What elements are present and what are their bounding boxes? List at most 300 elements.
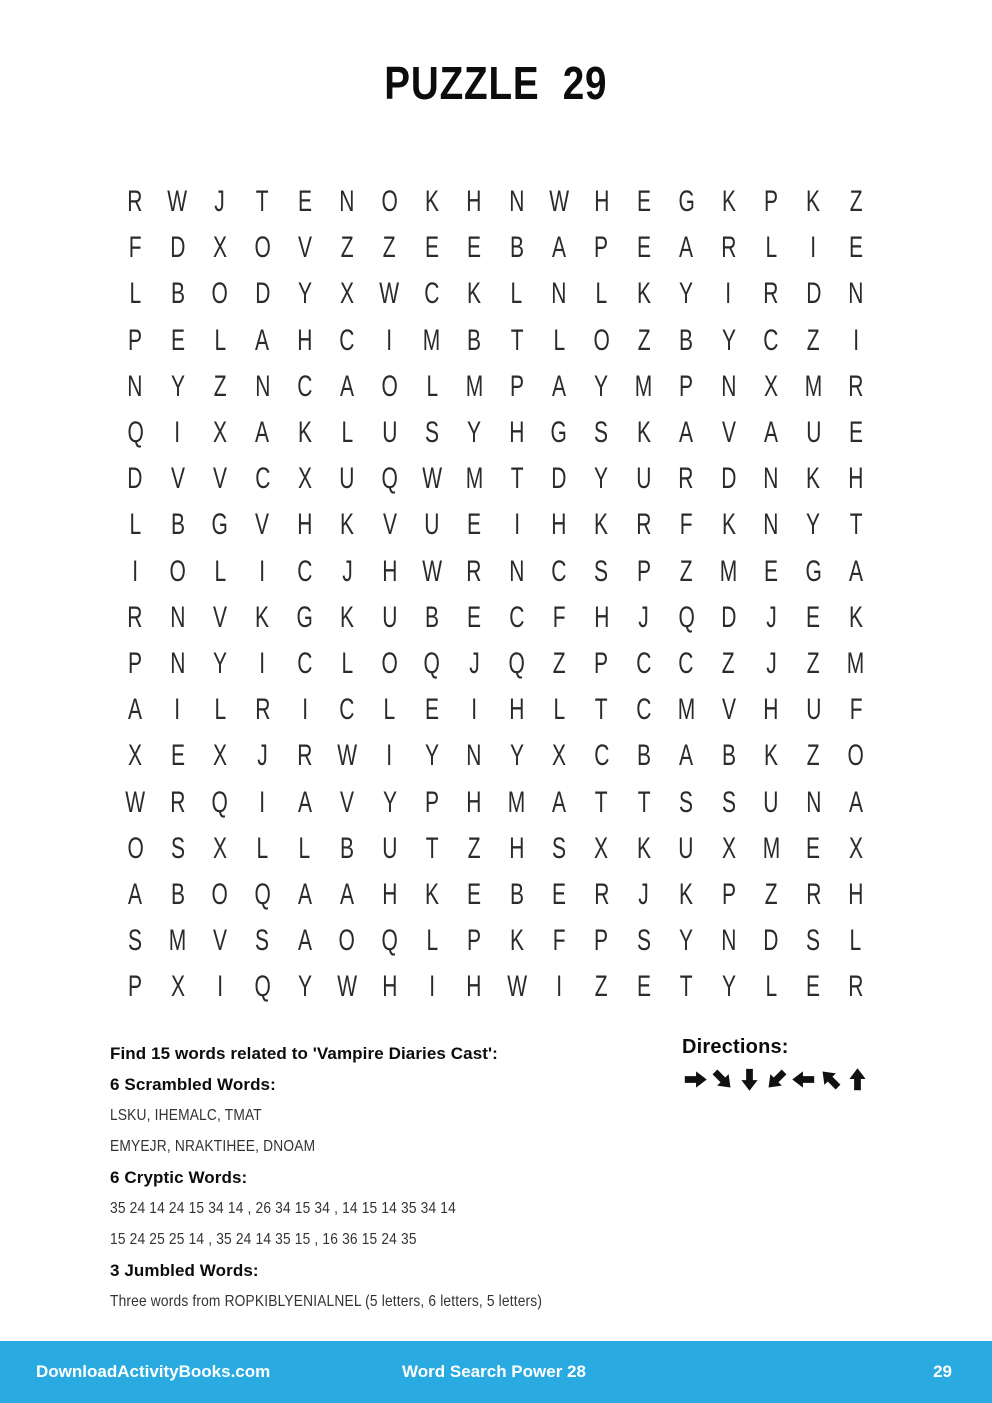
grid-cell: M bbox=[804, 369, 823, 403]
grid-cell: Z bbox=[383, 231, 396, 265]
grid-cell: R bbox=[127, 185, 143, 219]
grid-cell: H bbox=[593, 600, 610, 634]
grid-cell: I bbox=[259, 646, 266, 680]
grid-cell: M bbox=[762, 831, 780, 865]
grid-cell: C bbox=[424, 277, 440, 311]
grid-cell: J bbox=[214, 185, 226, 219]
grid-cell: U bbox=[381, 416, 398, 450]
grid-cell: I bbox=[259, 785, 266, 819]
grid-cell: J bbox=[469, 646, 480, 680]
grid-cell: E bbox=[848, 416, 863, 450]
grid-cell: N bbox=[169, 646, 186, 680]
grid-cell: Z bbox=[806, 739, 820, 773]
grid-cell: R bbox=[127, 600, 143, 634]
grid-cell: Q bbox=[127, 416, 144, 450]
grid-cell: R bbox=[169, 785, 186, 819]
grid-cell: I bbox=[217, 970, 223, 1004]
grid-cell: W bbox=[125, 785, 146, 819]
scrambled-words-line-1: LSKU, IHEMALC, TMAT bbox=[110, 1107, 262, 1124]
grid-cell: H bbox=[297, 323, 313, 357]
grid-cell: Y bbox=[382, 785, 397, 819]
grid-cell: N bbox=[509, 554, 525, 588]
grid-cell: A bbox=[679, 231, 694, 265]
grid-cell: N bbox=[127, 369, 143, 403]
grid-cell: K bbox=[424, 877, 439, 911]
grid-cell: X bbox=[212, 231, 227, 265]
grid-cell: K bbox=[721, 508, 736, 542]
grid-cell: P bbox=[509, 369, 524, 403]
grid-cell: N bbox=[763, 508, 779, 542]
grid-cell: F bbox=[552, 600, 566, 634]
grid-cell: N bbox=[466, 739, 482, 773]
grid-cell: L bbox=[553, 693, 565, 727]
grid-cell: J bbox=[765, 600, 777, 634]
grid-cell: P bbox=[594, 924, 609, 958]
grid-cell: C bbox=[254, 462, 270, 496]
footer-page-number: 29 bbox=[933, 1362, 952, 1381]
grid-cell: C bbox=[297, 646, 313, 680]
grid-cell: P bbox=[467, 924, 482, 958]
grid-cell: D bbox=[254, 277, 270, 311]
grid-cell: O bbox=[381, 646, 398, 680]
grid-cell: X bbox=[721, 831, 736, 865]
grid-cell: B bbox=[509, 231, 524, 265]
grid-cell: M bbox=[507, 785, 526, 819]
grid-cell: N bbox=[509, 185, 525, 219]
grid-cell: L bbox=[765, 970, 777, 1004]
grid-cell: L bbox=[298, 831, 311, 865]
grid-cell: L bbox=[510, 277, 523, 311]
grid-cell: T bbox=[637, 785, 651, 819]
grid-cell: E bbox=[424, 231, 439, 265]
grid-cell: D bbox=[721, 462, 737, 496]
grid-cell: M bbox=[677, 693, 695, 727]
grid-cell: I bbox=[556, 970, 562, 1004]
grid-cell: H bbox=[848, 877, 864, 911]
grid-cell: R bbox=[254, 693, 270, 727]
grid-cell: P bbox=[764, 185, 779, 219]
grid-cell: T bbox=[679, 970, 693, 1004]
grid-cell: Y bbox=[509, 739, 524, 773]
directions-arrows bbox=[682, 1066, 902, 1093]
grid-cell: N bbox=[848, 277, 864, 311]
grid-cell: K bbox=[297, 416, 312, 450]
grid-cell: P bbox=[424, 785, 439, 819]
grid-cell: Z bbox=[806, 323, 820, 357]
grid-cell: Y bbox=[170, 369, 185, 403]
directions-block bbox=[682, 1036, 902, 1093]
grid-cell: E bbox=[552, 877, 567, 911]
grid-cell: L bbox=[341, 646, 353, 680]
grid-cell: N bbox=[721, 369, 737, 403]
cryptic-words-line-2: 15 24 25 25 14 , 35 24 14 35 15 , 16 36 15 24 35 bbox=[110, 1231, 417, 1248]
grid-cell: T bbox=[849, 508, 863, 542]
grid-cell: Q bbox=[678, 600, 695, 634]
grid-cell: L bbox=[214, 693, 226, 727]
grid-cell: Q bbox=[254, 877, 271, 911]
grid-cell: J bbox=[341, 554, 353, 588]
grid-cell: K bbox=[806, 185, 821, 219]
grid-cell: K bbox=[424, 185, 439, 219]
grid-cell: U bbox=[636, 462, 652, 496]
grid-cell: Y bbox=[297, 970, 312, 1004]
grid-cell: R bbox=[848, 970, 864, 1004]
grid-cell: V bbox=[721, 693, 736, 727]
grid-cell: Y bbox=[594, 462, 609, 496]
grid-cell: O bbox=[338, 924, 356, 958]
grid-cell: A bbox=[255, 323, 270, 357]
grid-cell: E bbox=[764, 554, 779, 588]
grid-cell: Q bbox=[211, 785, 229, 819]
grid-cell: T bbox=[595, 785, 608, 819]
grid-cell: V bbox=[721, 416, 736, 450]
grid-cell: U bbox=[678, 831, 694, 865]
grid-cell: K bbox=[636, 416, 651, 450]
grid-cell: Z bbox=[213, 369, 227, 403]
grid-cell: H bbox=[466, 185, 482, 219]
grid-cell: I bbox=[259, 554, 266, 588]
grid-cell: C bbox=[678, 646, 694, 680]
grid-cell: X bbox=[212, 739, 227, 773]
grid-cell: Y bbox=[297, 277, 312, 311]
grid-cell: V bbox=[255, 508, 270, 542]
grid-cell: X bbox=[128, 739, 143, 773]
grid-cell: D bbox=[721, 600, 737, 634]
word-grid bbox=[114, 179, 877, 1010]
grid-cell: S bbox=[594, 554, 609, 588]
grid-cell: J bbox=[257, 739, 268, 773]
grid-cell: B bbox=[340, 831, 355, 865]
grid-cell: C bbox=[636, 693, 652, 727]
grid-cell: M bbox=[635, 369, 653, 403]
grid-cell: R bbox=[636, 508, 652, 542]
grid-cell: S bbox=[594, 416, 609, 450]
grid-cell: H bbox=[381, 877, 398, 911]
grid-cell: O bbox=[254, 231, 271, 265]
footer-book-title: Word Search Power 28 bbox=[402, 1362, 586, 1381]
grid-cell: P bbox=[128, 646, 143, 680]
grid-cell: U bbox=[339, 462, 355, 496]
grid-cell: A bbox=[848, 554, 863, 588]
grid-cell: S bbox=[806, 924, 821, 958]
grid-cell: X bbox=[340, 277, 355, 311]
grid-cell: B bbox=[509, 877, 524, 911]
grid-cell: H bbox=[551, 508, 567, 542]
grid-cell: C bbox=[593, 739, 610, 773]
grid-cell: Q bbox=[381, 462, 398, 496]
grid-cell: H bbox=[593, 185, 610, 219]
grid-cell: L bbox=[256, 831, 269, 865]
grid-cell: B bbox=[467, 323, 482, 357]
grid-cell: L bbox=[765, 231, 777, 265]
grid-cell: N bbox=[763, 462, 779, 496]
grid-cell: M bbox=[423, 323, 441, 357]
grid-cell: X bbox=[764, 369, 779, 403]
grid-cell: Q bbox=[254, 970, 271, 1004]
grid-cell: B bbox=[721, 739, 736, 773]
grid-cell: Z bbox=[806, 646, 820, 680]
grid-cell: P bbox=[721, 877, 736, 911]
grid-cell: T bbox=[425, 831, 439, 865]
grid-cell: U bbox=[381, 831, 398, 865]
grid-cell: V bbox=[212, 924, 227, 958]
grid-cell: B bbox=[424, 600, 439, 634]
grid-cell: T bbox=[255, 185, 269, 219]
grid-cell: Y bbox=[721, 970, 736, 1004]
grid-cell: M bbox=[465, 369, 484, 403]
grid-cell: I bbox=[174, 416, 181, 450]
grid-cell: F bbox=[679, 508, 693, 542]
grid-cell: U bbox=[805, 693, 821, 727]
grid-cell: E bbox=[467, 231, 482, 265]
grid-cell: I bbox=[386, 739, 393, 773]
grid-cell: W bbox=[379, 277, 400, 311]
grid-cell: A bbox=[552, 369, 567, 403]
grid-cell: M bbox=[719, 554, 738, 588]
grid-cell: Z bbox=[764, 877, 778, 911]
grid-cell: C bbox=[636, 646, 652, 680]
grid-cell: K bbox=[340, 600, 355, 634]
grid-cell: Y bbox=[467, 416, 482, 450]
grid-cell: I bbox=[132, 554, 139, 588]
grid-cell: E bbox=[467, 600, 482, 634]
grid-cell: I bbox=[810, 231, 817, 265]
grid-cell: R bbox=[805, 877, 821, 911]
grid-cell: M bbox=[465, 462, 484, 496]
grid-cell: J bbox=[638, 600, 650, 634]
grid-cell: K bbox=[594, 508, 609, 542]
grid-cell: Y bbox=[424, 739, 439, 773]
grid-cell: N bbox=[254, 369, 270, 403]
grid-cell: A bbox=[764, 416, 779, 450]
grid-cell: L bbox=[129, 277, 142, 311]
grid-cell: W bbox=[337, 739, 358, 773]
grid-cell: I bbox=[386, 323, 393, 357]
grid-cell: W bbox=[167, 185, 188, 219]
cryptic-words-line-1: 35 24 14 24 15 34 14 , 26 34 15 34 , 14 15 14 35 34 14 bbox=[110, 1200, 456, 1217]
grid-cell: S bbox=[721, 785, 736, 819]
grid-cell: E bbox=[170, 739, 185, 773]
grid-cell: I bbox=[852, 323, 859, 357]
grid-cell: M bbox=[168, 924, 187, 958]
grid-cell: A bbox=[128, 693, 143, 727]
grid-cell: U bbox=[763, 785, 779, 819]
grid-cell: G bbox=[805, 554, 822, 588]
grid-cell: P bbox=[594, 231, 609, 265]
grid-cell: H bbox=[509, 693, 525, 727]
grid-cell: R bbox=[721, 231, 737, 265]
grid-cell: S bbox=[170, 831, 185, 865]
grid-cell: L bbox=[214, 554, 226, 588]
scrambled-words-line-2: EMYEJR, NRAKTIHEE, DNOAM bbox=[110, 1138, 316, 1155]
grid-cell: O bbox=[169, 554, 186, 588]
grid-cell: C bbox=[297, 554, 313, 588]
grid-cell: F bbox=[849, 693, 863, 727]
find-words-heading: Find 15 words related to 'Vampire Diaries Cast': bbox=[110, 1044, 498, 1063]
grid-cell: A bbox=[297, 877, 312, 911]
grid-cell: H bbox=[466, 785, 482, 819]
grid-cell: F bbox=[552, 924, 566, 958]
grid-cell: S bbox=[128, 924, 143, 958]
grid-cell: E bbox=[806, 831, 821, 865]
grid-cell: H bbox=[848, 462, 864, 496]
grid-cell: G bbox=[296, 600, 313, 634]
grid-cell: W bbox=[421, 462, 442, 496]
grid-cell: A bbox=[552, 785, 567, 819]
grid-cell: W bbox=[337, 970, 358, 1004]
grid-cell: N bbox=[339, 185, 355, 219]
grid-cell: O bbox=[211, 277, 229, 311]
grid-cell: P bbox=[594, 646, 609, 680]
grid-cell: N bbox=[169, 600, 186, 634]
grid-cell: E bbox=[297, 185, 312, 219]
grid-cell: V bbox=[212, 462, 227, 496]
grid-cell: L bbox=[426, 924, 438, 958]
grid-cell: A bbox=[340, 369, 355, 403]
grid-cell: T bbox=[510, 323, 524, 357]
grid-cell: H bbox=[763, 693, 779, 727]
grid-cell: C bbox=[297, 369, 313, 403]
grid-cell: I bbox=[725, 277, 732, 311]
grid-cell: K bbox=[636, 277, 651, 311]
grid-cell: P bbox=[128, 323, 143, 357]
grid-cell: Z bbox=[595, 970, 608, 1004]
grid-cell: R bbox=[763, 277, 779, 311]
grid-cell: W bbox=[421, 554, 442, 588]
grid-cell: X bbox=[212, 831, 227, 865]
grid-cell: K bbox=[806, 462, 821, 496]
grid-cell: A bbox=[848, 785, 863, 819]
grid-cell: R bbox=[848, 369, 864, 403]
grid-cell: C bbox=[509, 600, 525, 634]
grid-cell: I bbox=[513, 508, 520, 542]
grid-cell: H bbox=[381, 970, 398, 1004]
grid-cell: P bbox=[679, 369, 694, 403]
grid-cell: E bbox=[806, 970, 821, 1004]
grid-cell: D bbox=[763, 924, 779, 958]
grid-cell: R bbox=[678, 462, 694, 496]
grid-cell: E bbox=[170, 323, 185, 357]
grid-cell: E bbox=[636, 970, 651, 1004]
grid-cell: G bbox=[211, 508, 229, 542]
grid-cell: T bbox=[510, 462, 524, 496]
grid-cell: I bbox=[301, 693, 308, 727]
grid-cell: O bbox=[847, 739, 864, 773]
grid-cell: H bbox=[381, 554, 398, 588]
directions-heading: Directions: bbox=[682, 1036, 789, 1058]
grid-cell: V bbox=[382, 508, 397, 542]
grid-cell: K bbox=[764, 739, 779, 773]
grid-cell: Z bbox=[467, 831, 481, 865]
grid-cell: Y bbox=[212, 646, 227, 680]
grid-cell: K bbox=[848, 600, 863, 634]
grid-cell: K bbox=[467, 277, 482, 311]
grid-cell: B bbox=[170, 277, 185, 311]
grid-cell: A bbox=[297, 785, 312, 819]
grid-cell: E bbox=[636, 231, 651, 265]
grid-cell: Q bbox=[423, 646, 441, 680]
grid-cell: L bbox=[129, 508, 142, 542]
grid-cell: M bbox=[847, 646, 865, 680]
grid-cell: L bbox=[214, 323, 226, 357]
grid-cell: C bbox=[551, 554, 567, 588]
grid-cell: K bbox=[721, 185, 736, 219]
title-wrap bbox=[0, 56, 992, 110]
grid-cell: R bbox=[593, 877, 610, 911]
grid-cell: A bbox=[297, 924, 312, 958]
grid-cell: F bbox=[128, 231, 142, 265]
grid-cell: L bbox=[595, 277, 608, 311]
grid-cell: A bbox=[340, 877, 355, 911]
grid-cell: X bbox=[212, 416, 227, 450]
grid-cell: K bbox=[509, 924, 524, 958]
grid-cell: S bbox=[552, 831, 567, 865]
grid-cell: T bbox=[595, 693, 608, 727]
grid-cell: P bbox=[128, 970, 143, 1004]
grid-cell: N bbox=[805, 785, 821, 819]
grid-cell: D bbox=[169, 231, 186, 265]
grid-cell: A bbox=[679, 739, 694, 773]
grid-cell: X bbox=[297, 462, 312, 496]
grid-cell: I bbox=[471, 693, 478, 727]
grid-cell: H bbox=[297, 508, 313, 542]
grid-cell: E bbox=[424, 693, 439, 727]
grid-cell: G bbox=[678, 185, 695, 219]
grid-cell: K bbox=[340, 508, 355, 542]
grid-cell: Y bbox=[679, 924, 694, 958]
grid-cell: Y bbox=[679, 277, 694, 311]
grid-cell: I bbox=[428, 970, 435, 1004]
grid-cell: K bbox=[636, 831, 651, 865]
grid-cell: S bbox=[679, 785, 694, 819]
grid-cell: B bbox=[170, 508, 185, 542]
grid-cell: L bbox=[849, 924, 862, 958]
footer-website: DownloadActivityBooks.com bbox=[36, 1362, 271, 1381]
grid-cell: O bbox=[593, 323, 610, 357]
grid-cell: Z bbox=[637, 323, 651, 357]
grid-cell: U bbox=[805, 416, 821, 450]
grid-cell: O bbox=[381, 369, 398, 403]
grid-cell: R bbox=[297, 739, 313, 773]
grid-cell: D bbox=[805, 277, 821, 311]
grid-cell: D bbox=[551, 462, 567, 496]
arrow-up-icon bbox=[844, 1066, 871, 1093]
grid-cell: H bbox=[509, 416, 525, 450]
grid-cell: A bbox=[552, 231, 567, 265]
grid-cell: J bbox=[765, 646, 777, 680]
grid-cell: V bbox=[170, 462, 185, 496]
grid-cell: V bbox=[212, 600, 227, 634]
grid-cell: H bbox=[466, 970, 482, 1004]
grid-cell: Q bbox=[381, 924, 398, 958]
cryptic-words-heading: 6 Cryptic Words: bbox=[110, 1168, 248, 1187]
grid-cell: S bbox=[636, 924, 651, 958]
grid-cell: O bbox=[127, 831, 144, 865]
grid-cell: S bbox=[424, 416, 439, 450]
grid-cell: J bbox=[638, 877, 650, 911]
grid-cell: L bbox=[341, 416, 353, 450]
grid-cell: L bbox=[426, 369, 438, 403]
grid-cell: Z bbox=[552, 646, 566, 680]
grid-cell: H bbox=[509, 831, 525, 865]
grid-cell: C bbox=[339, 693, 355, 727]
grid-cell: Z bbox=[722, 646, 736, 680]
grid-cell: K bbox=[255, 600, 270, 634]
grid-cell: Z bbox=[679, 554, 693, 588]
grid-cell: L bbox=[553, 323, 565, 357]
grid-cell: K bbox=[679, 877, 694, 911]
grid-cell: D bbox=[127, 462, 143, 496]
